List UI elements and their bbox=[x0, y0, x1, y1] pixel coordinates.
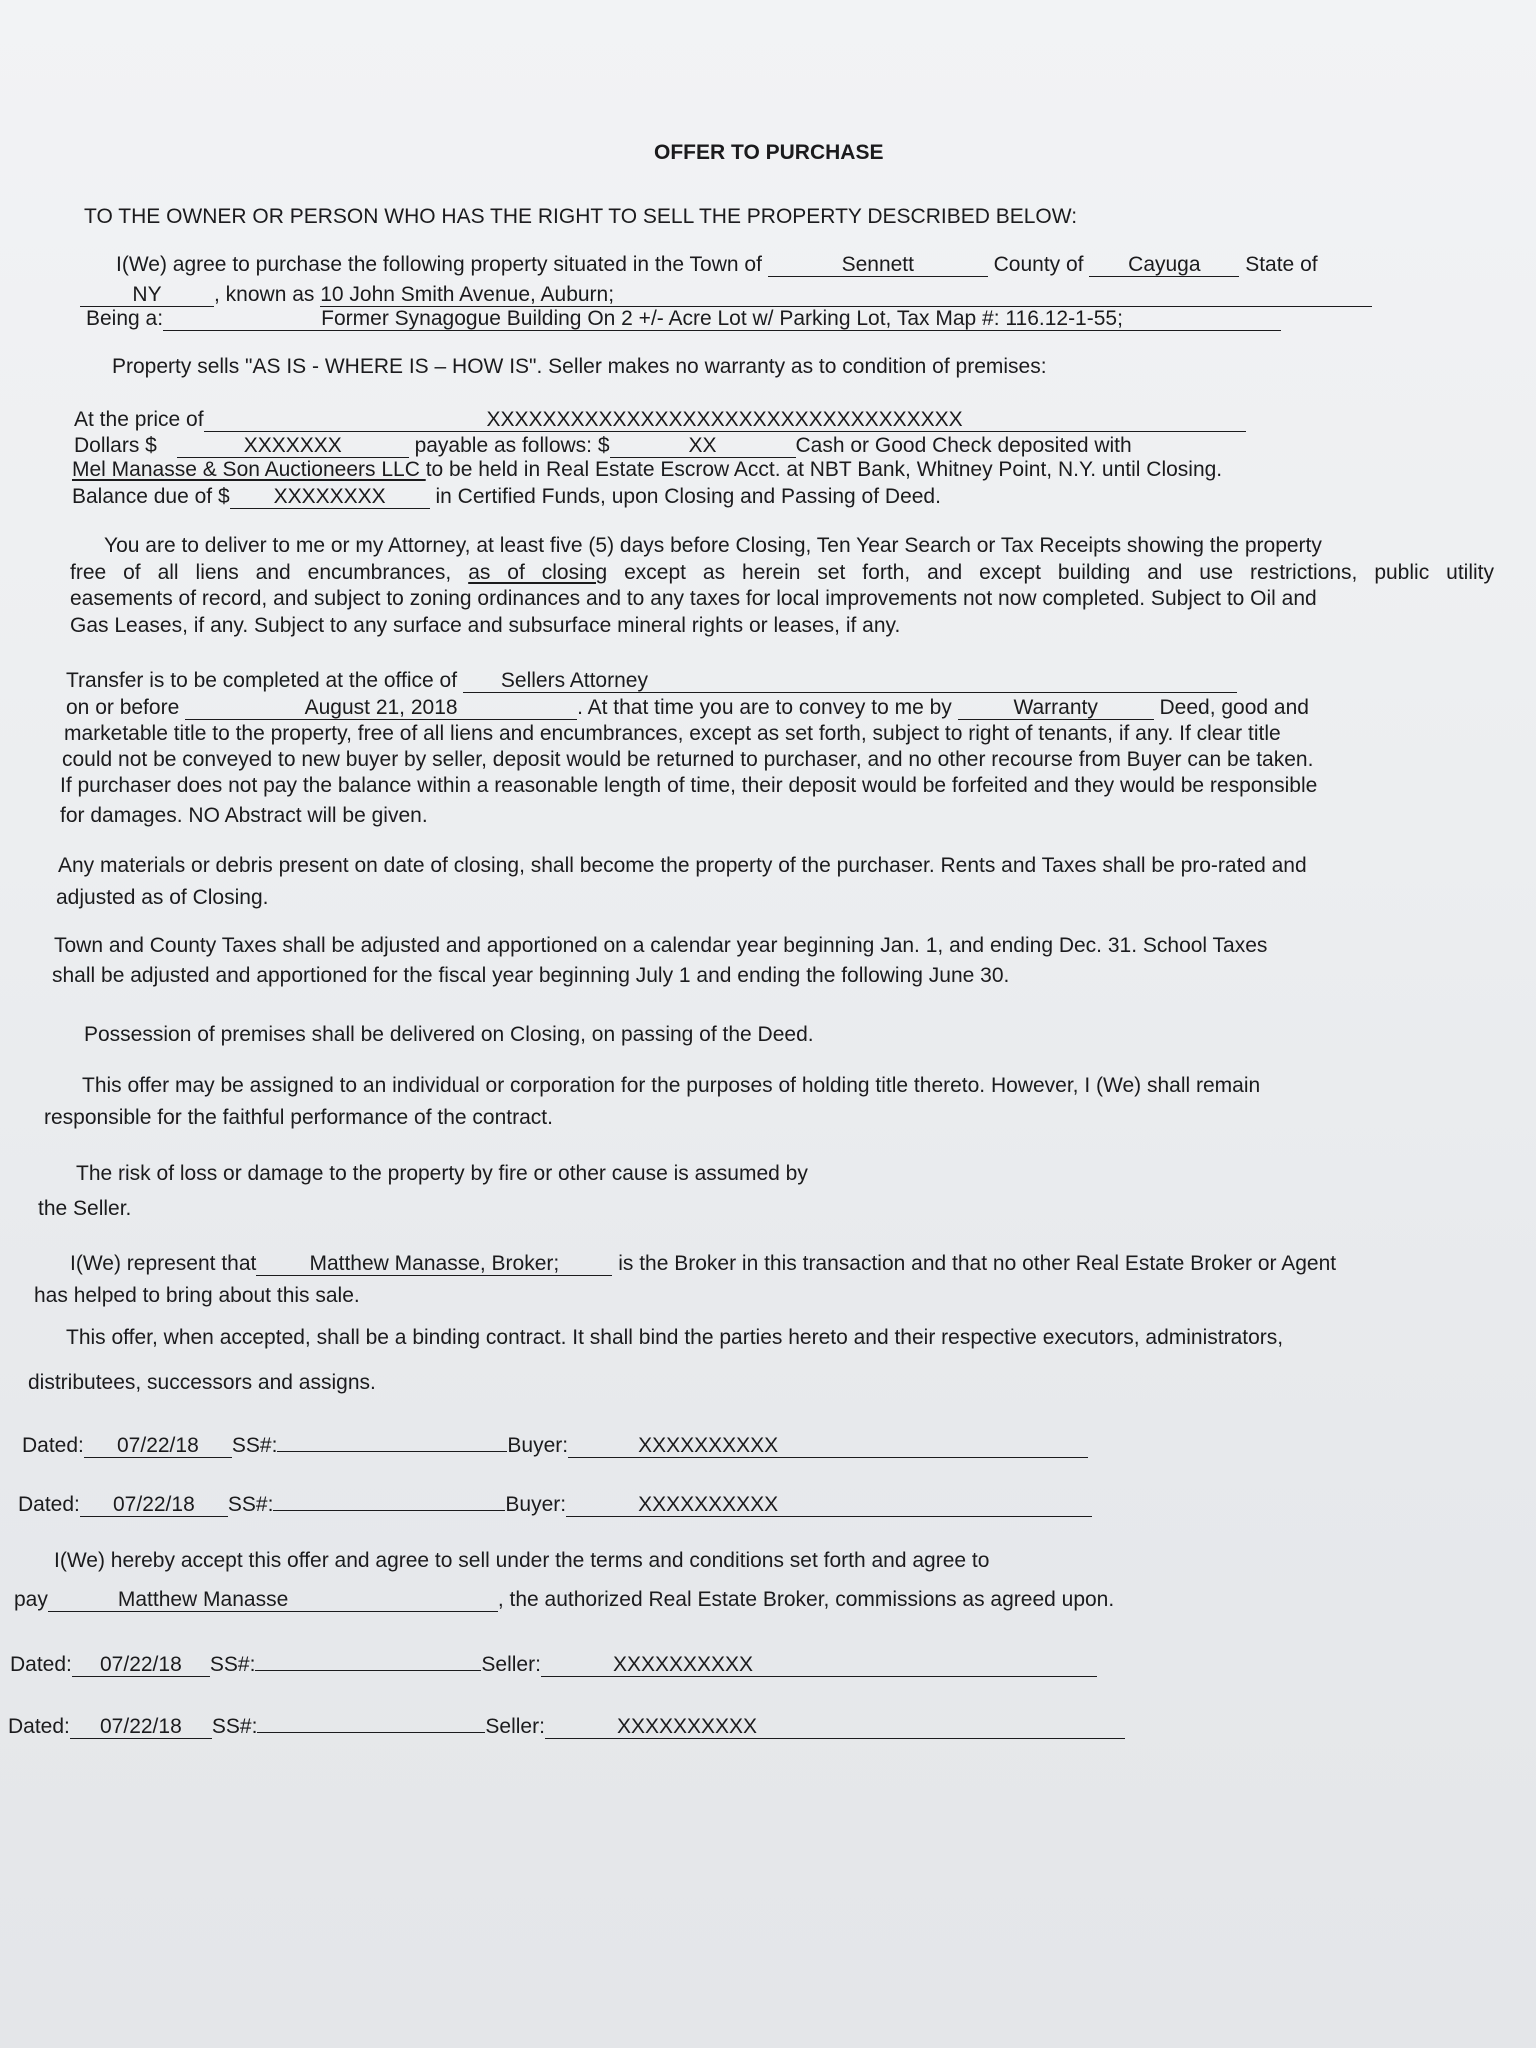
possession-clause: Possession of premises shall be delivered on Closing, on passing of the Deed. bbox=[84, 1023, 814, 1046]
state-field: NY bbox=[80, 284, 214, 307]
deliver-line-2 bbox=[70, 559, 1494, 586]
taxes-line-1: Town and County Taxes shall be adjusted and apportioned on a calendar year beginning Jan. 1, and ending Dec. 31. School Taxes bbox=[54, 934, 1268, 957]
accept-line-1: I(We) hereby accept this offer and agree to sell under the terms and conditions set forth and agree to bbox=[54, 1549, 990, 1572]
address-field: 10 John Smith Avenue, Auburn; bbox=[320, 284, 1372, 307]
deliver-line-4: Gas Leases, if any. Subject to any surface and subsurface mineral rights or leases, if any. bbox=[70, 614, 901, 637]
seller-signature-row bbox=[8, 1713, 1125, 1740]
state-label: State of bbox=[1245, 253, 1318, 276]
seller-label: Seller: bbox=[485, 1715, 545, 1738]
buyer-name-field: XXXXXXXXXX bbox=[568, 1435, 1088, 1458]
seller-name-field: XXXXXXXXXX bbox=[541, 1654, 1097, 1677]
transfer-line-3: marketable title to the property, free of all liens and encumbrances, except as set forth, subject to right of tenants, if any. If clear title bbox=[64, 722, 1281, 745]
transfer-line-2 bbox=[66, 694, 1309, 721]
price-line bbox=[74, 406, 1246, 433]
before-label: on or before bbox=[66, 696, 180, 719]
dated-label: Dated: bbox=[18, 1493, 80, 1516]
seller-date-field: 07/22/18 bbox=[72, 1654, 210, 1677]
seller-name-field: XXXXXXXXXX bbox=[545, 1716, 1125, 1739]
accept-text: , the authorized Real Estate Broker, commissions as agreed upon. bbox=[497, 1588, 1115, 1611]
price-field: XXXXXXXXXXXXXXXXXXXXXXXXXXXXXXXXXX bbox=[204, 409, 1246, 432]
buyer-signature-row bbox=[22, 1432, 1088, 1459]
known-as-label: , known as bbox=[214, 283, 315, 306]
ss-label: SS#: bbox=[227, 1493, 274, 1516]
as-of-closing: as of closing bbox=[468, 561, 608, 584]
balance-text: in Certified Funds, upon Closing and Passing of Deed. bbox=[435, 485, 941, 508]
seller-date-field: 07/22/18 bbox=[70, 1716, 212, 1739]
being-field: Former Synagogue Building On 2 +/- Acre Lot w/ Parking Lot, Tax Map #: 116.12-1-55; bbox=[163, 308, 1281, 331]
buyer-date-field: 07/22/18 bbox=[84, 1435, 232, 1458]
town-field: Sennett bbox=[768, 254, 988, 277]
dated-label: Dated: bbox=[10, 1653, 72, 1676]
taxes-line-2: shall be adjusted and apportioned for the fiscal year beginning July 1 and ending the following June 30. bbox=[52, 964, 1010, 987]
assign-line-1: This offer may be assigned to an individual or corporation for the purposes of holding title thereto. However, I (We) shall remain bbox=[82, 1074, 1261, 1097]
seller-signature-row bbox=[10, 1651, 1097, 1678]
risk-line-1: The risk of loss or damage to the property by fire or other cause is assumed by bbox=[76, 1162, 808, 1185]
escrow-line bbox=[72, 456, 1222, 483]
balance-line bbox=[72, 483, 941, 510]
price-label: At the price of bbox=[74, 408, 204, 431]
intro-text: I(We) agree to purchase the following property situated in the Town of bbox=[116, 253, 762, 276]
convey-text: . At that time you are to convey to me by bbox=[577, 696, 952, 719]
buyer-ss-field[interactable] bbox=[273, 1510, 505, 1511]
office-field: Sellers Attorney bbox=[463, 670, 1237, 693]
materials-line-2: adjusted as of Closing. bbox=[56, 886, 269, 909]
dollars-line bbox=[74, 432, 1132, 459]
intro-line-1 bbox=[116, 251, 1318, 278]
payable-field: XX bbox=[610, 435, 796, 458]
transfer-line-1 bbox=[66, 667, 1237, 694]
ss-label: SS#: bbox=[209, 1653, 256, 1676]
closing-date-field: August 21, 2018 bbox=[185, 697, 577, 720]
transfer-line-4: could not be conveyed to new buyer by seller, deposit would be returned to purchaser, and no other recourse from Buyer can be taken. bbox=[62, 748, 1314, 771]
broker-line-2: has helped to bring about this sale. bbox=[34, 1284, 360, 1307]
seller-ss-field[interactable] bbox=[255, 1670, 481, 1671]
ss-label: SS#: bbox=[211, 1715, 258, 1738]
dollars-label: Dollars $ bbox=[74, 434, 157, 457]
dated-label: Dated: bbox=[8, 1715, 70, 1738]
transfer-line-5: If purchaser does not pay the balance within a reasonable length of time, their deposit would be forfeited and they would be responsible bbox=[60, 774, 1318, 797]
broker-line-1 bbox=[70, 1250, 1336, 1277]
accept-line-2 bbox=[14, 1586, 1114, 1613]
deed-type-field: Warranty bbox=[958, 697, 1154, 720]
page-title: OFFER TO PURCHASE bbox=[654, 141, 884, 164]
intro-line-2 bbox=[80, 281, 1372, 308]
dollars-field: XXXXXXX bbox=[177, 435, 409, 458]
pay-label: pay bbox=[14, 1588, 48, 1611]
as-is-clause: Property sells "AS IS - WHERE IS – HOW IS". Seller makes no warranty as to condition of premises: bbox=[112, 355, 1047, 378]
buyer-ss-field[interactable] bbox=[277, 1451, 507, 1452]
seller-label: Seller: bbox=[481, 1653, 541, 1676]
buyer-name-field: XXXXXXXXXX bbox=[566, 1494, 1092, 1517]
dated-label: Dated: bbox=[22, 1434, 84, 1457]
transfer-line-6: for damages. NO Abstract will be given. bbox=[60, 804, 428, 827]
commission-broker-field: Matthew Manasse bbox=[48, 1589, 498, 1612]
buyer-label: Buyer: bbox=[507, 1434, 569, 1457]
county-label: County of bbox=[993, 253, 1084, 276]
being-label: Being a: bbox=[86, 307, 164, 330]
risk-line-2: the Seller. bbox=[38, 1197, 132, 1220]
ss-label: SS#: bbox=[231, 1434, 278, 1457]
buyer-date-field: 07/22/18 bbox=[80, 1494, 228, 1517]
assign-line-2: responsible for the faithful performance of the contract. bbox=[44, 1106, 553, 1129]
transfer-label: Transfer is to be completed at the office of bbox=[66, 669, 458, 692]
balance-label: Balance due of $ bbox=[72, 485, 230, 508]
deliver-text-c: except as herein set forth, and except building and use restrictions, public utility bbox=[624, 561, 1494, 584]
escrow-text: to be held in Real Estate Escrow Acct. at NBT Bank, Whitney Point, N.Y. until Closing. bbox=[425, 458, 1223, 481]
binding-line-2: distributees, successors and assigns. bbox=[28, 1371, 376, 1394]
deed-text: Deed, good and bbox=[1159, 696, 1309, 719]
binding-line-1: This offer, when accepted, shall be a binding contract. It shall bind the parties hereto and their respective executors, administrators, bbox=[66, 1326, 1284, 1349]
materials-line-1: Any materials or debris present on date of closing, shall become the property of the purchaser. Rents and Taxes shall be pro-rated and bbox=[58, 854, 1307, 877]
county-field: Cayuga bbox=[1089, 254, 1239, 277]
deliver-line-1: You are to deliver to me or my Attorney, at least five (5) days before Closing, Ten Year Search or Tax Receipts showing the property bbox=[104, 534, 1322, 557]
addressee-line: TO THE OWNER OR PERSON WHO HAS THE RIGHT TO SELL THE PROPERTY DESCRIBED BELOW: bbox=[84, 205, 1078, 228]
broker-text-b: is the Broker in this transaction and that no other Real Estate Broker or Agent bbox=[618, 1252, 1337, 1275]
auctioneer-name: Mel Manasse & Son Auctioneers LLC bbox=[72, 458, 426, 481]
deliver-text-a: free of all liens and encumbrances, bbox=[70, 561, 452, 584]
balance-field: XXXXXXXX bbox=[230, 486, 430, 509]
buyer-label: Buyer: bbox=[505, 1493, 567, 1516]
deposit-text: Cash or Good Check deposited with bbox=[795, 434, 1132, 457]
deliver-line-3: easements of record, and subject to zoning ordinances and to any taxes for local improvements not now completed. Subject to Oil and bbox=[70, 587, 1317, 610]
buyer-signature-row bbox=[18, 1491, 1092, 1518]
broker-name-field: Matthew Manasse, Broker; bbox=[256, 1253, 612, 1276]
seller-ss-field[interactable] bbox=[257, 1732, 485, 1733]
intro-line-3 bbox=[86, 305, 1281, 332]
payable-label: payable as follows: $ bbox=[414, 434, 610, 457]
broker-text-a: I(We) represent that bbox=[70, 1252, 257, 1275]
